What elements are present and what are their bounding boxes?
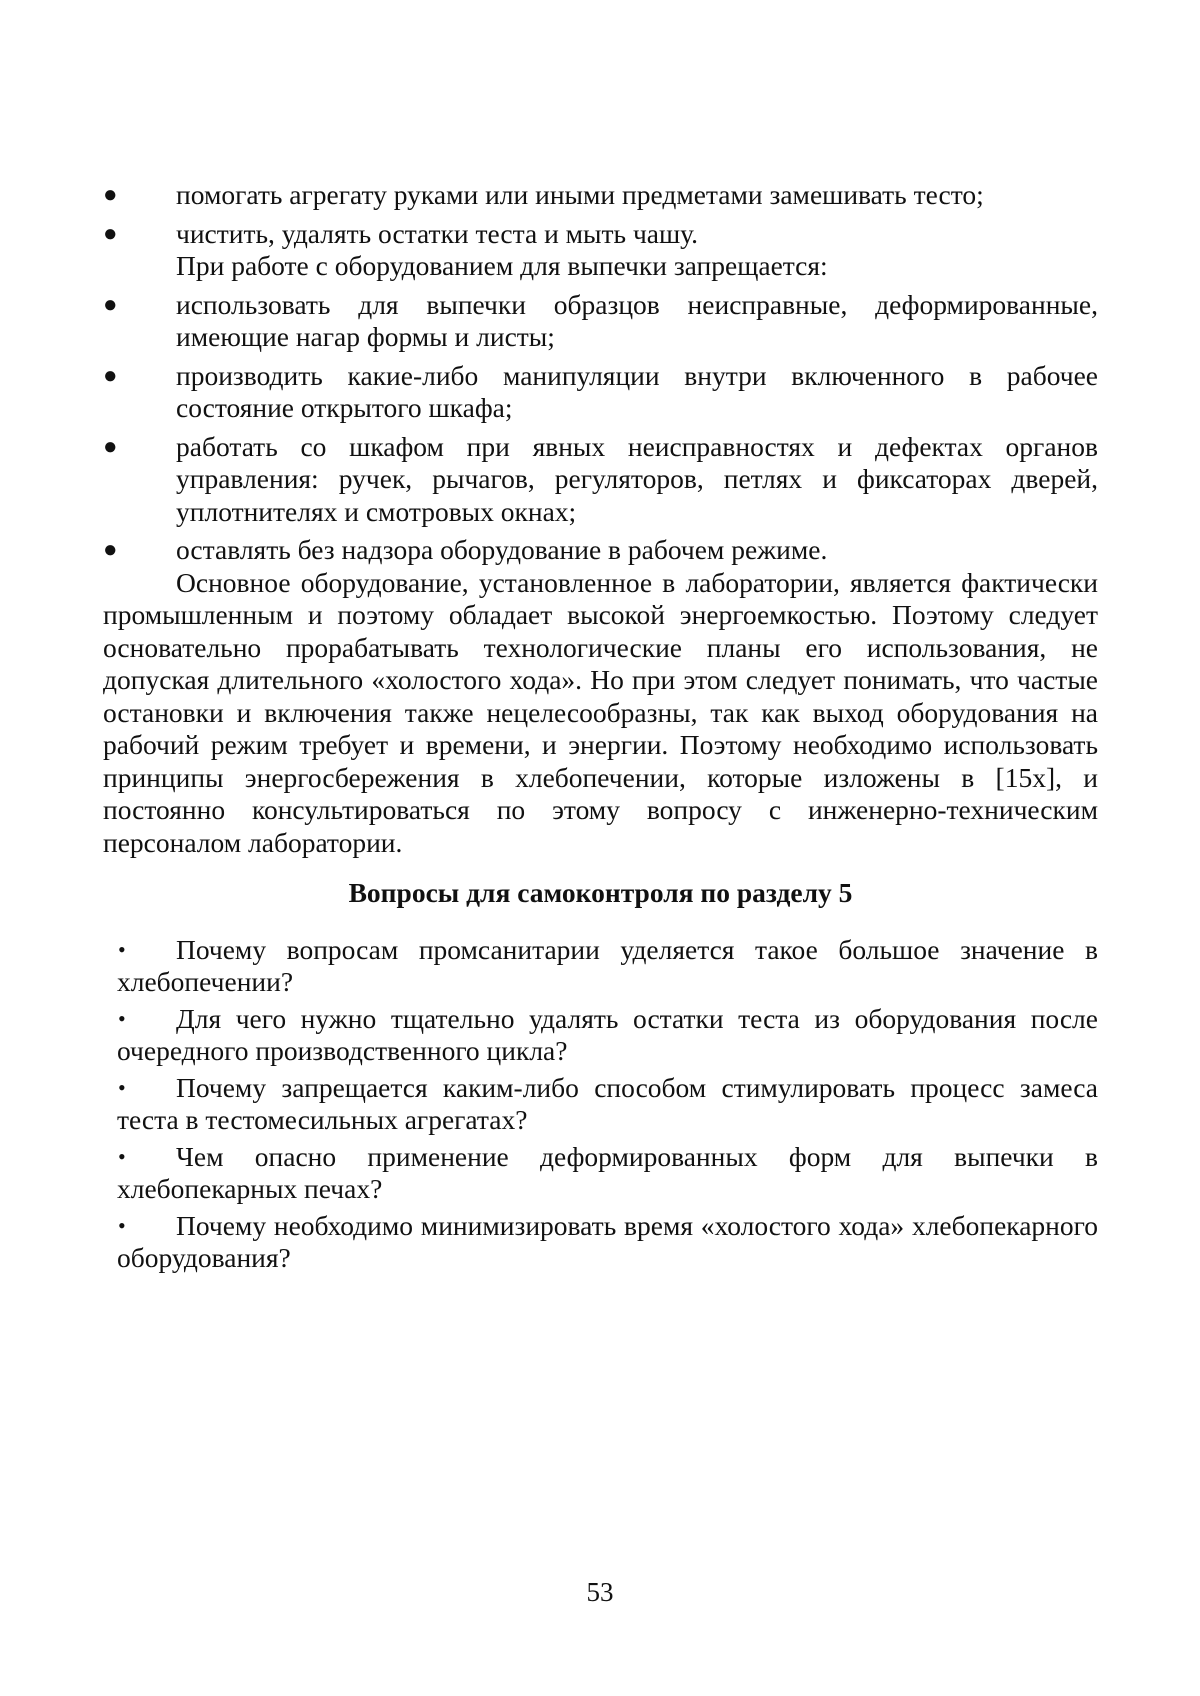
bullet-icon: • <box>118 1212 126 1238</box>
list-item <box>103 218 1098 251</box>
list-item <box>103 289 1098 354</box>
question-text: Почему необходимо минимизировать время «холостого хода» хлебопекарного оборудования? <box>117 1209 1098 1273</box>
bullet-icon: ● <box>103 362 118 389</box>
list-item-text: производить какие-либо манипуляции внутри включенного в рабочее состояние открытого шкафа; <box>176 359 1098 423</box>
list-item <box>103 534 1098 567</box>
list-item-text: работать со шкафом при явных неисправностях и дефектах органов управления: ручек, рычагов, регуляторов, петлях и фиксаторах дверей, уплотнителях и смотровых окнах; <box>176 430 1098 527</box>
bullet-icon: • <box>118 1143 126 1169</box>
list-item <box>103 431 1098 529</box>
list-item-text: помогать агрегату руками или иными предметами замешивать тесто; <box>176 179 984 210</box>
question-text: Для чего нужно тщательно удалять остатки теста из оборудования после очередного производственного цикла? <box>117 1002 1098 1066</box>
bullet-icon: ● <box>103 433 118 460</box>
list-item-text: чистить, удалять остатки теста и мыть чашу. <box>176 217 699 249</box>
question-text: Чем опасно применение деформированных форм для выпечки в хлебопекарных печах? <box>117 1140 1098 1204</box>
question-item <box>103 1141 1098 1206</box>
section-heading: Вопросы для самоконтроля по разделу 5 <box>348 877 853 908</box>
question-text: Почему запрещается каким-либо способом стимулировать процесс замеса теста в тестомесильных агрегатах? <box>117 1071 1098 1135</box>
question-item <box>103 934 1098 999</box>
bullet-icon: • <box>118 936 126 962</box>
main-paragraph: Основное оборудование, установленное в лаборатории, является фактически промышленным и поэтому обладает высокой энергоемкостью. Поэтому следует основательно прорабатывать технологические планы его использования, не допуская длительного «холостого хода». Но при этом следует понимать, что частые остановки и включения также нецелесообразны, так как выход оборудования на рабочий режим требует и времени, и энергии. Поэтому необходимо использовать принципы энергосбережения в хлебопечении, которые изложены в [15х], и постоянно консультироваться по этому вопросу с инженерно-техническим персоналом лаборатории. <box>103 566 1098 858</box>
bullet-icon: • <box>118 1005 126 1031</box>
question-item <box>103 1210 1098 1275</box>
question-text: Почему вопросам промсанитарии уделяется такое большое значение в хлебопечении? <box>117 933 1098 997</box>
bullet-icon: • <box>118 1074 126 1100</box>
question-item <box>103 1003 1098 1068</box>
page-number: 53 <box>586 1577 614 1607</box>
page-content <box>103 179 1098 1279</box>
bullet-icon: ● <box>103 537 118 563</box>
bullet-icon: ● <box>103 182 118 208</box>
list-item-text: использовать для выпечки образцов неисправные, деформированные, имеющие нагар формы и листы; <box>176 288 1098 352</box>
bullet-icon: ● <box>103 220 118 247</box>
list-item <box>103 179 1098 212</box>
list-item-text: оставлять без надзора оборудование в рабочем режиме. <box>176 534 828 565</box>
list-item <box>103 360 1098 425</box>
question-item <box>103 1072 1098 1137</box>
baking-intro: При работе с оборудованием для выпечки запрещается: <box>176 250 828 281</box>
bullet-icon: ● <box>103 291 118 318</box>
